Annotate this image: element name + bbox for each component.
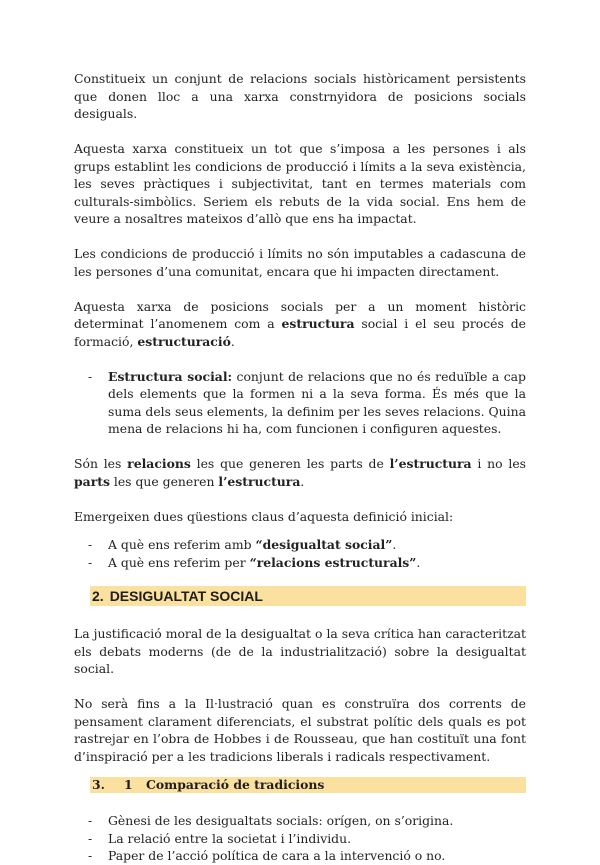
bold-estructura: l’estructura [389,456,472,471]
section-heading-desigualtat [90,586,526,606]
bold-text: “desigualtat social” [255,537,393,552]
paragraph-illustration: No serà fins a la Il·lustració quan es construïra dos corrents de pensament clarament diferenciats, el substrat polític dels quals es pot rastrejar en l’obra de Hobbes i de Rousseau, que han costituït una font d’inspiració per a les tradicions liberals i radicals respectivament. [74,696,526,764]
paragraph-justification: La justificació moral de la desigualtat o la seva crítica han caracteritzat els debats moderns (de de la industrialització) sobre la desigualtat social. [74,626,526,676]
definition-term: Estructura social: [108,368,233,384]
text: A què ens referim amb [108,537,256,552]
paragraph-questions-intro: Emergeixen dues qüestions claus d’aquesta definició inicial: [74,508,454,524]
questions-list [74,536,526,571]
text: . [300,473,305,489]
bold-term-estructura: estructura [281,316,355,331]
text: . [230,333,235,349]
list-item: - Gènesi de les desigualtats socials: orígen, on s’origina. [74,812,526,830]
text: Són les [74,456,128,471]
bold-relacions: relacions [127,456,191,471]
text: social i el seu procés de formació, [74,316,526,349]
text: Aquesta xarxa de posicions socials per a un moment històric determinat l’anomenem com a [74,298,526,331]
list-item [74,536,526,554]
list-item: - La relació entre la societat i l’individu. [74,830,526,848]
paragraph-conditions: Les condicions de producció i límits no són imputables a cadascuna de les persones d’una comunitat, encara que hi impacten directament. [74,246,526,279]
traditions-list [74,812,526,865]
text: les que generen [109,473,219,489]
bold-text: “relacions estructurals” [249,554,417,570]
text: . [416,554,421,570]
definition-item [74,368,526,438]
list-item: - Paper de l’acció política de cara a la intervenció o no. [74,847,526,865]
section-title: DESIGUALTAT SOCIAL [109,588,263,604]
bold-term-estructuracio: estructuració [137,333,231,349]
paragraph-intro: Constitueix un conjunt de relacions socials històricament persistents que donen lloc a una xarxa constrnyidora de posicions socials desiguals. [74,71,526,121]
section-number: 3. [92,777,105,792]
subsection-heading-tradicions [90,777,526,793]
text: les que generen les parts de [190,456,390,471]
text: A què ens referim per [108,554,250,570]
definition-list [74,368,526,438]
text: . [392,537,397,552]
subsection-title: Comparació de tradicions [146,777,325,792]
paragraph-structure [74,298,526,351]
bold-estructura: l’estructura [218,473,301,489]
text: i no les [471,456,527,471]
paragraph-relations [74,455,526,490]
section-number: 2. [92,588,104,604]
list-item [74,554,526,572]
definition-text: conjunt de relacions que no és reduïble a cap dels elements que la formen ni a la seva forma. És més que la suma dels seus elements, la definim per les seves relacions. Quina mena de relacions hi ha, com funcionen i configuren aquestes. [108,368,526,436]
subsection-number: 1 [124,777,133,792]
bold-parts: parts [74,473,110,489]
paragraph-network: Aquesta xarxa constitueix un tot que s’imposa a les persones i als grups establint les condicions de producció i límits a la seva existència, les seves pràctiques i subjectivitat, tant en termes materials com culturals-simbòlics. Seriem els rebuts de la vida social. Ens hem de veure a nosaltres mateixos d’allò que ens ha impactat. [74,141,526,226]
